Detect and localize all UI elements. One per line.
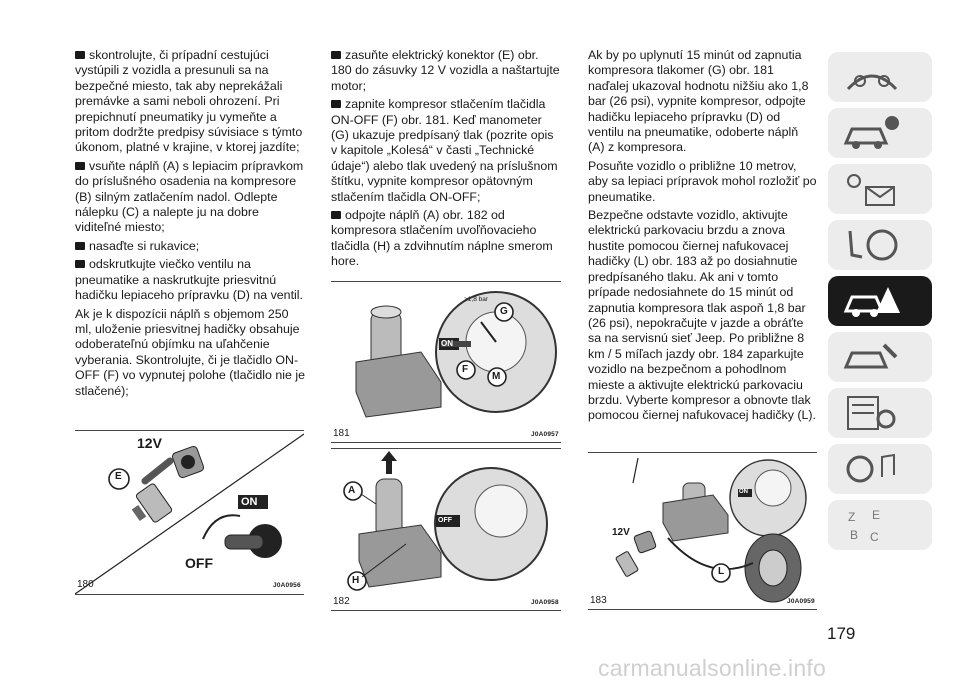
bullet-icon [75, 162, 85, 170]
tab-lights-mail[interactable] [828, 164, 932, 214]
bullet-icon [75, 51, 85, 59]
figure-181 [331, 281, 561, 443]
label-on: ON [241, 496, 258, 508]
svg-text:C: C [870, 530, 879, 544]
alphabet-index-icon [842, 505, 902, 545]
bullet-icon [75, 242, 85, 250]
seat-steering-icon [842, 225, 902, 265]
figure-number: 181 [333, 428, 350, 439]
label-off: OFF [438, 517, 452, 524]
watermark: carmanualsonline.info [598, 655, 826, 681]
label-a: A [348, 485, 356, 496]
label-m: M [492, 371, 501, 382]
car-warning-icon [842, 281, 902, 321]
text-column-3 [588, 48, 818, 427]
figure-number: 183 [590, 595, 607, 606]
list-item: odpojte náplň (A) obr. 182 od kompresora stlačením uvoľňovacieho tlačidla (H) a zdvihnutím náplne smerom hore. [331, 208, 553, 269]
list-item: nasaďte si rukavice; [75, 239, 305, 254]
tab-seat-steering[interactable] [828, 220, 932, 270]
page-number: 179 [827, 624, 856, 643]
tab-dashboard[interactable] [828, 52, 932, 102]
figure-180 [75, 430, 304, 595]
label-e: E [115, 471, 122, 482]
label-f: F [462, 364, 469, 375]
tab-car-info[interactable] [828, 108, 932, 158]
label-12v: 12V [137, 435, 162, 451]
svg-text:B: B [850, 528, 859, 542]
paragraph: Ak by po uplynutí 15 minút od zapnutia kompresora tlakomer (G) obr. 181 naďalej ukazoval hodnotu nižšiu ako 1,8 bar (26 psi), vypnite kompresor, odpojte hadičku lepiaceho prípravku (D) od ventilu na pneumatike, odoberte náplň (A) z kompresora. [588, 48, 809, 155]
tab-index[interactable] [828, 500, 932, 550]
tab-technical-data[interactable] [828, 388, 932, 438]
list-item: zasuňte elektrický konektor (E) obr. 180 do zásuvky 12 V vozidla a naštartujte motor; [331, 48, 560, 93]
gear-music-icon [842, 449, 902, 489]
list-item: vsuňte náplň (A) s lepiacim prípravkom do príslušného osadenia na kompresore (B) silným zatlačením nadol. Odlepte nálepku (C) a nalepte ju na dobre viditeľné miesto; [75, 158, 304, 235]
tab-maintenance[interactable] [828, 332, 932, 382]
list-settings-icon [842, 393, 902, 433]
figure-code: J0A0957 [531, 431, 559, 438]
bullet-icon [331, 100, 341, 108]
car-info-icon [842, 113, 902, 153]
label-l: L [718, 566, 725, 577]
text-column-1 [75, 48, 305, 402]
svg-text:Z: Z [848, 510, 856, 524]
figure-181-illustration [331, 282, 561, 442]
label-12v: 12V [612, 527, 630, 538]
bullet-icon [331, 51, 341, 59]
label-g: G [500, 306, 508, 317]
label-bar: >1,8 bar [464, 296, 489, 303]
text-column-2 [331, 48, 561, 273]
bullet-icon [75, 260, 85, 268]
label-off: OFF [185, 555, 213, 571]
label-on: ON [739, 489, 748, 495]
figure-number: 182 [333, 596, 350, 607]
label-on: ON [441, 339, 453, 348]
list-item: odskrutkujte viečko ventilu na pneumatike a naskrutkujte priesvitnú hadičku lepiaceho prípravku (D) na ventil. [75, 257, 303, 303]
wrench-car-icon [842, 337, 902, 377]
figure-183 [588, 452, 817, 610]
paragraph: Ak je k dispozícii náplň s objemom 250 ml, uloženie priesvitnej hadičky obsahuje odoberateľnú objímku na uľahčenie vyberania. Skontrolujte, či je tlačidlo ON-OFF (F) vo vypnutej polohe (tlačidlo nie je stlačené); [75, 306, 306, 398]
figure-number: 180 [77, 579, 94, 590]
list-item: zapnite kompresor stlačením tlačidla ON-OFF (F) obr. 181. Keď manometer (G) ukazuje predpísaný tlak (pozrite opis v kapitole „Kolesá“ v časti „Technické údaje“) alebo tlak uvedený na príslušnom štítku, vypnite kompresor opätovným stlačením tlačidla ON-OFF; [331, 97, 558, 204]
paragraph: Posuňte vozidlo o približne 10 metrov, aby sa lepiaci prípravok mohol rozložiť po pneumatike. [588, 158, 817, 204]
label-h: H [352, 575, 360, 586]
sun-mail-icon [842, 169, 902, 209]
figure-182 [331, 448, 561, 611]
figure-code: J0A0956 [273, 582, 301, 589]
tab-emergency[interactable] [828, 276, 932, 326]
car-dashboard-icon [842, 57, 902, 97]
figure-182-illustration [331, 449, 561, 610]
list-item: skontrolujte, či prípadní cestujúci vystúpili z vozidla a presunuli sa na bezpečné miesto, tak aby neprekážali premávke a sami neboli ohrození. Pri prepichnutí pneumatiky ju vymeňte a pritom dodržte predpisy súvisiace s týmto úkonom, platné v krajine, v ktorej jazdíte; [75, 48, 303, 155]
tab-multimedia[interactable] [828, 444, 932, 494]
bullet-icon [331, 211, 341, 219]
svg-text:E: E [872, 508, 881, 522]
figure-code: J0A0959 [787, 598, 815, 605]
paragraph: Bezpečne odstavte vozidlo, aktivujte elektrickú parkovaciu brzdu a znova hustite pomocou čiernej nafukovacej hadičky (L) obr. 183 až po dosiahnutie predpísaného tlaku. Ak ani v tomto prípade nedosiahnete do 15 minút od zapnutia kompresora tlak aspoň 1,8 bar (26 psi), nepokračujte v jazde a obráťte sa na servisnú sieť Jeep. Po približne 8 km / 5 míľach jazdy obr. 184 zaparkujte vozidlo na bezpečnom a pohodlnom mieste a aktivujte elektrickú parkovaciu brzdu. Vyberte kompresor a obnovte tlak pomocou čiernej nafukovacej hadičky (L). [588, 208, 816, 423]
figure-code: J0A0958 [531, 599, 559, 606]
